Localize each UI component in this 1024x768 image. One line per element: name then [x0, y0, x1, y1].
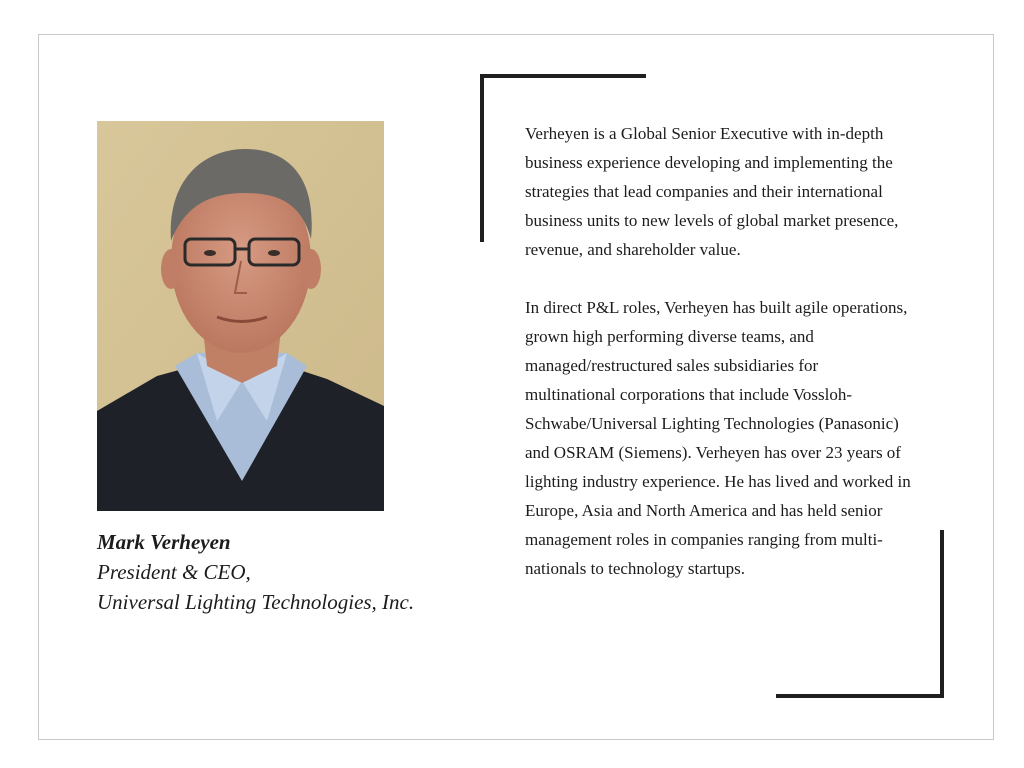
bio-text — [525, 119, 913, 612]
portrait-photo-icon — [97, 121, 384, 511]
profile-company: Universal Lighting Technologies, Inc. — [97, 590, 415, 614]
profile-name: Mark Verheyen — [97, 530, 231, 554]
bracket-bottom-right-horizontal — [776, 694, 944, 698]
bracket-top-left-vertical — [480, 74, 484, 242]
bracket-top-left-horizontal — [480, 74, 646, 78]
profile-title: President & CEO, — [97, 560, 251, 584]
bio-paragraph-1: Verheyen is a Global Senior Executive with in-depth business experience developing and implementing the strategies that lead companies and their international business units to new levels of global market presence, revenue, and shareholder value. — [525, 124, 899, 259]
bio-card — [38, 34, 994, 740]
bracket-bottom-right-vertical — [940, 530, 944, 698]
portrait-photo — [97, 121, 384, 511]
profile-caption — [97, 527, 477, 617]
bio-paragraph-2: In direct P&L roles, Verheyen has built agile operations, grown high performing diverse teams, and managed/restructured sales subsidiaries for multinational corporations that include Vossloh-Schwabe/Universal Lighting Technologies (Panasonic) and OSRAM (Siemens). Verheyen has over 23 years of lighting industry experience. He has lived and worked in Europe, Asia and North America and has held senior management roles in companies ranging from multi-nationals to technology startups. — [525, 298, 911, 578]
